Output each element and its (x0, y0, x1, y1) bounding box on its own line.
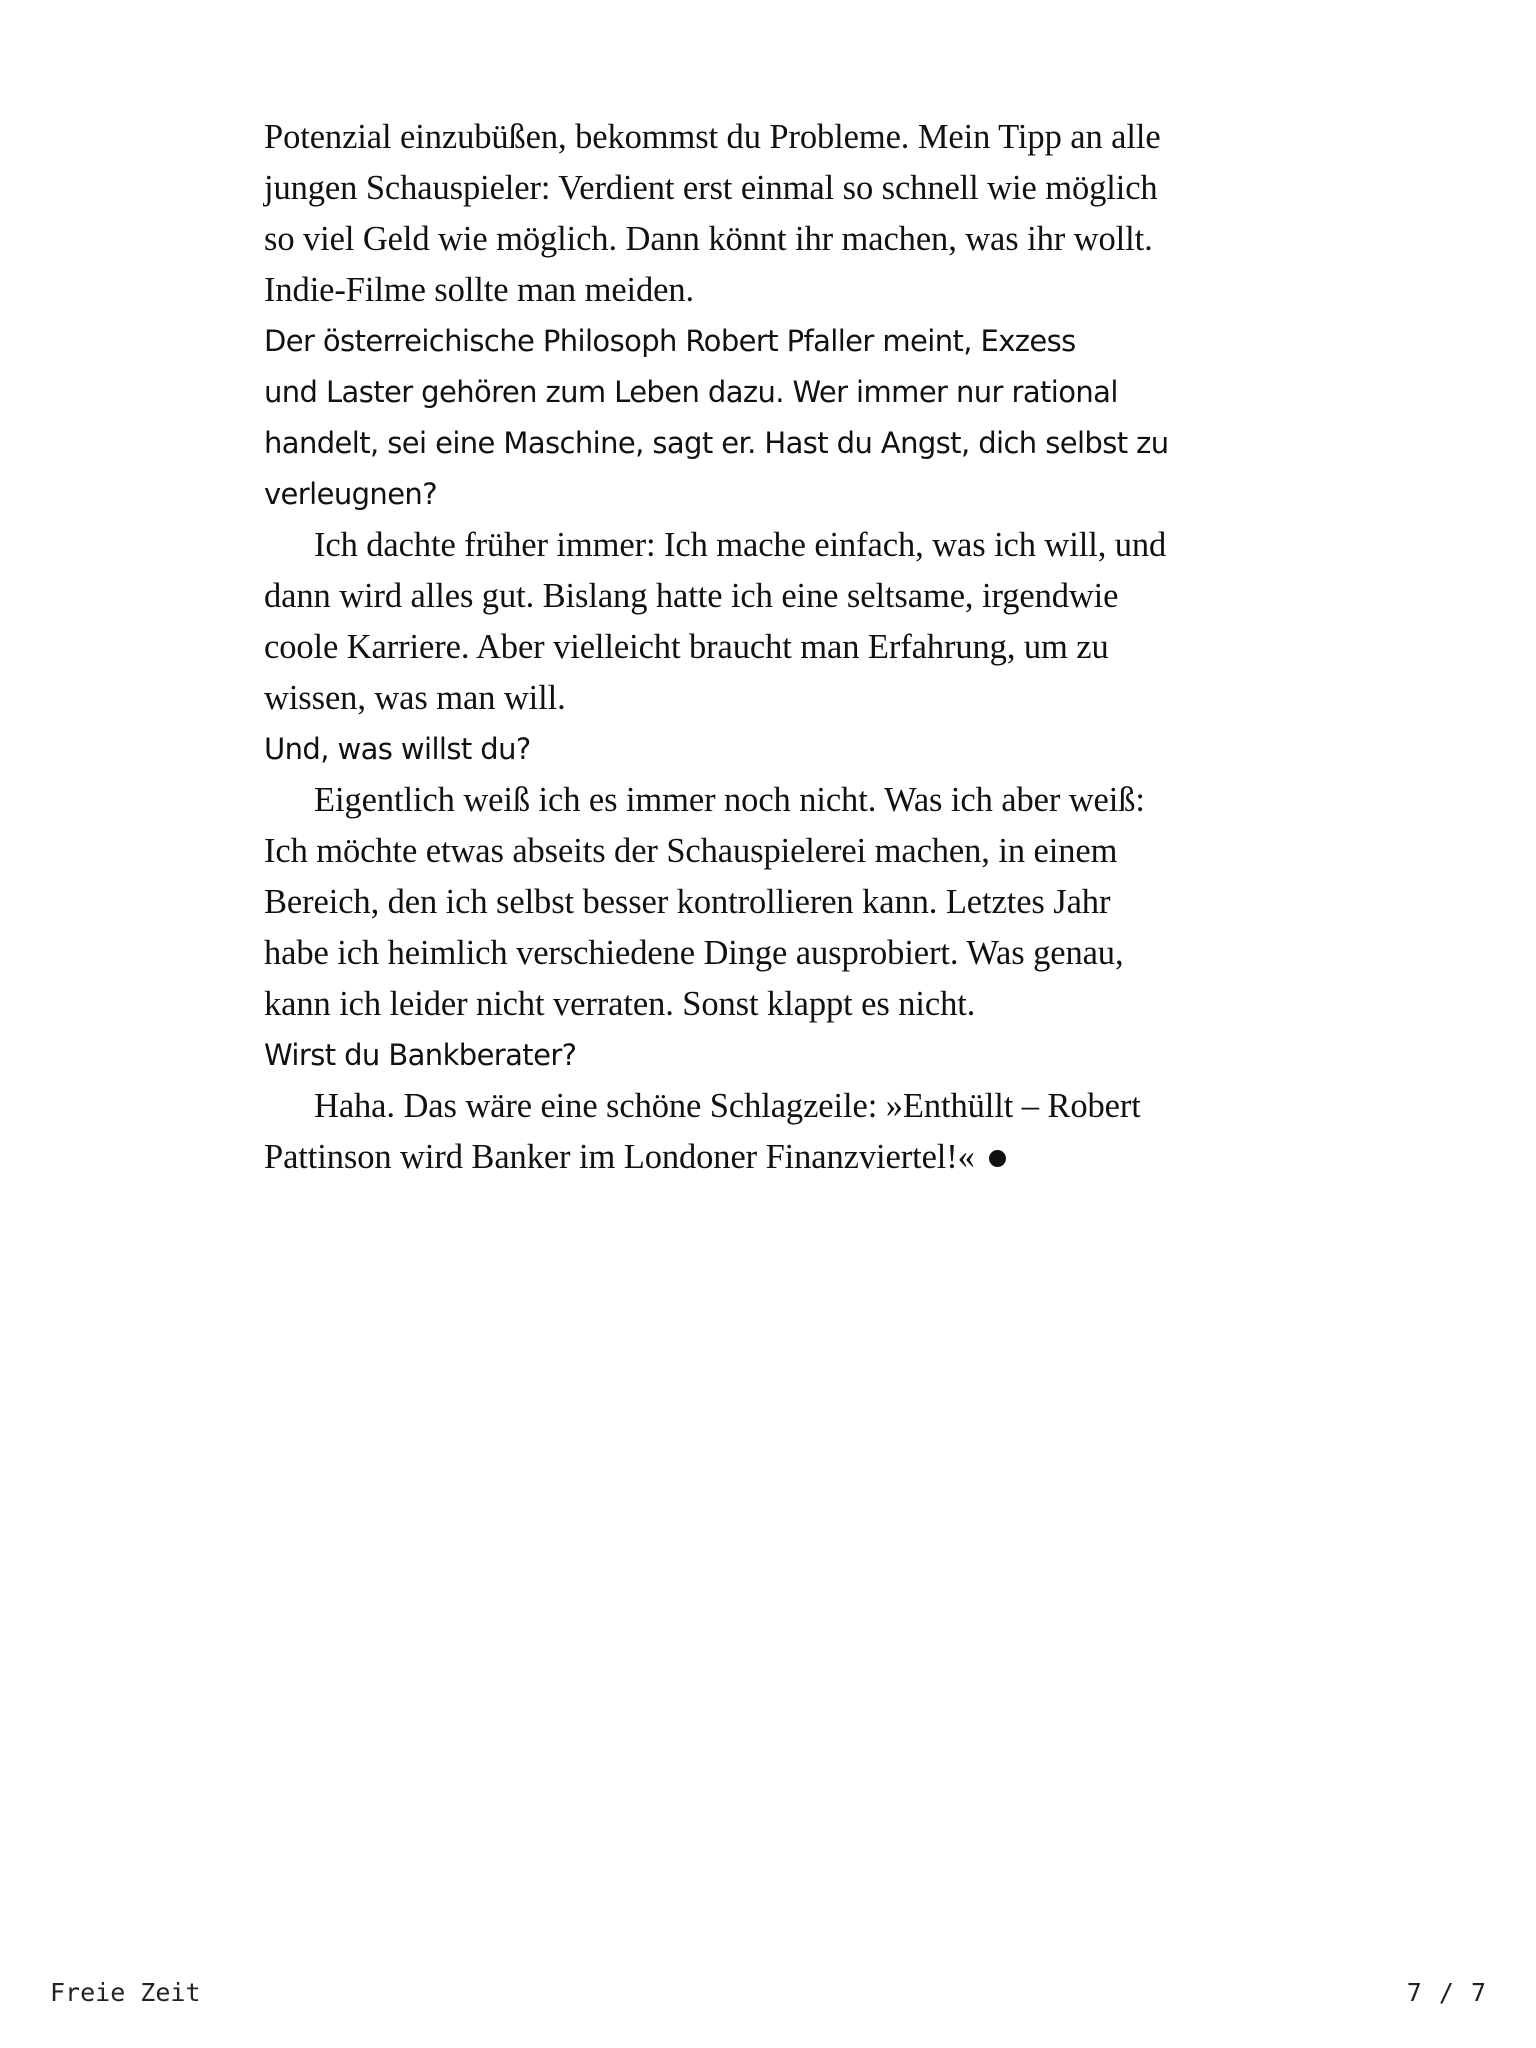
text-line: habe ich heimlich verschiedene Dinge ausprobiert. Was genau, (264, 934, 1124, 972)
text-line: Ich dachte früher immer: Ich mache einfach, was ich will, und (314, 526, 1167, 564)
interview-question (264, 316, 1284, 520)
text-line: Pattinson wird Banker im Londoner Finanzviertel!« (264, 1138, 975, 1176)
text-line: verleugnen? (264, 477, 438, 511)
text-line: Bereich, den ich selbst besser kontrollieren kann. Letztes Jahr (264, 883, 1111, 921)
text-line: Ich möchte etwas abseits der Schauspielerei machen, in einem (264, 832, 1118, 870)
text-line: Haha. Das wäre eine schöne Schlagzeile: »Enthüllt – Robert (314, 1087, 1141, 1125)
text-line: wissen, was man will. (264, 679, 566, 717)
footer-section-label: Freie Zeit (50, 1978, 201, 2007)
text-line: Und, was willst du? (264, 732, 531, 766)
text-line: Wirst du Bankberater? (264, 1038, 577, 1072)
text-line: coole Karriere. Aber vielleicht braucht man Erfahrung, um zu (264, 628, 1109, 666)
text-line: jungen Schauspieler: Verdient erst einmal so schnell wie möglich (264, 169, 1158, 207)
text-line-with-end-mark (264, 1132, 1284, 1183)
text-line: und Laster gehören zum Leben dazu. Wer immer nur rational (264, 375, 1118, 409)
text-line: kann ich leider nicht verraten. Sonst klappt es nicht. (264, 985, 976, 1023)
text-line: dann wird alles gut. Bislang hatte ich eine seltsame, irgendwie (264, 577, 1119, 615)
text-line: Potenzial einzubüßen, bekommst du Probleme. Mein Tipp an alle (264, 118, 1161, 156)
text-line: Eigentlich weiß ich es immer noch nicht. Was ich aber weiß: (314, 781, 1145, 819)
interview-question (264, 724, 1284, 775)
text-line: so viel Geld wie möglich. Dann könnt ihr machen, was ihr wollt. (264, 220, 1153, 258)
text-line: handelt, sei eine Maschine, sagt er. Hast du Angst, dich selbst zu (264, 426, 1169, 460)
text-line: Der österreichische Philosoph Robert Pfaller meint, Exzess (264, 324, 1076, 358)
footer-page-number: 7 / 7 (1406, 1978, 1486, 2007)
interview-question (264, 1030, 1284, 1081)
answer-paragraph (264, 112, 1284, 316)
answer-paragraph (264, 775, 1284, 1030)
answer-paragraph (264, 1081, 1284, 1183)
end-of-article-dot-icon (989, 1150, 1006, 1167)
article-body (264, 112, 1284, 1183)
text-line: Indie-Filme sollte man meiden. (264, 271, 695, 309)
answer-paragraph (264, 520, 1284, 724)
